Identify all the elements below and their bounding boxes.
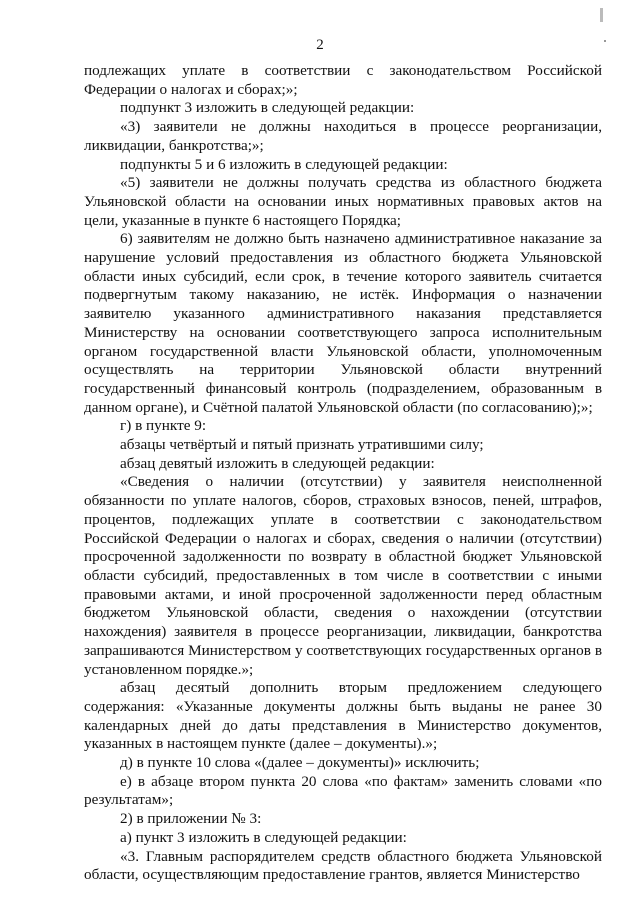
paragraph: подпункты 5 и 6 изложить в следующей редакции: xyxy=(120,155,448,173)
document-body xyxy=(84,62,602,885)
page-number: 2 xyxy=(316,37,324,53)
paragraph: подлежащих уплате в соответствии с законодательством Российской Федерации о налогах и сборах;»; xyxy=(84,62,602,98)
scan-mark xyxy=(600,8,603,22)
paragraph: абзац девятый изложить в следующей редакции: xyxy=(120,454,435,472)
paragraph: «3) заявители не должны находиться в процессе реорганизации, ликвидации, банкротства;»; xyxy=(84,118,602,154)
paragraph: 6) заявителям не должно быть назначено административное наказание за нарушение условий предоставления из областного бюджета Ульяновской области иных субсидий, если срок, в течение которого заявитель считается подвергнутым такому наказанию, не истёк. Информация о назначении заявителю указанного административного наказания представляется Министерству на основании соответствующего запроса исполнительным органом государственной власти Ульяновской области, уполномоченным осуществлять на территории Ульяновской области внутренний государственный финансовый контроль (подразделением, образованным в данном органе), и Счётной палатой Ульяновской области (по согласованию);»; xyxy=(84,230,602,416)
paragraph: 2) в приложении № 3: xyxy=(120,810,262,828)
paragraph: «Сведения о наличии (отсутствии) у заявителя неисполненной обязанности по уплате налогов, сборов, страховых взносов, пеней, штрафов, процентов, подлежащих уплате в соответствии с законодательством Российской Федерации о налогах и сборах, сведения о наличии (отсутствии) просроченной задолженности по возврату в областной бюджет Ульяновской области субсидий, предоставленных в том числе в соответствии с иными правовыми актами, и иной просроченной задолженности перед областным бюджетом Ульяновской области, сведения о нахождении (отсутствии нахождения) заявителя в процессе реорганизации, ликвидации, банкротства запрашиваются Министерством у соответствующих государственных органов в установленном порядке.»; xyxy=(84,473,602,678)
paragraph: подпункт 3 изложить в следующей редакции: xyxy=(120,99,415,117)
paragraph: абзац десятый дополнить вторым предложением следующего содержания: «Указанные документы должны быть выданы не ранее 30 календарных дней до даты представления в Министерство документов, указанных в настоящем пункте (далее – документы).»; xyxy=(84,679,602,753)
paragraph: абзацы четвёртый и пятый признать утратившими силу; xyxy=(120,436,484,454)
paragraph: «5) заявители не должны получать средства из областного бюджета Ульяновской области на основании иных нормативных правовых актов на цели, указанные в пункте 6 настоящего Порядка; xyxy=(84,174,602,229)
paragraph: е) в абзаце втором пункта 20 слова «по фактам» заменить словами «по результатам»; xyxy=(84,772,602,809)
paragraph: «3. Главным распорядителем средств областного бюджета Ульяновской области, осуществляющим предоставление грантов, является Министерство xyxy=(84,847,602,884)
paragraph: а) пункт 3 изложить в следующей редакции: xyxy=(120,828,407,846)
paragraph: д) в пункте 10 слова «(далее – документы)» исключить; xyxy=(120,754,480,772)
paragraph: г) в пункте 9: xyxy=(120,417,207,435)
